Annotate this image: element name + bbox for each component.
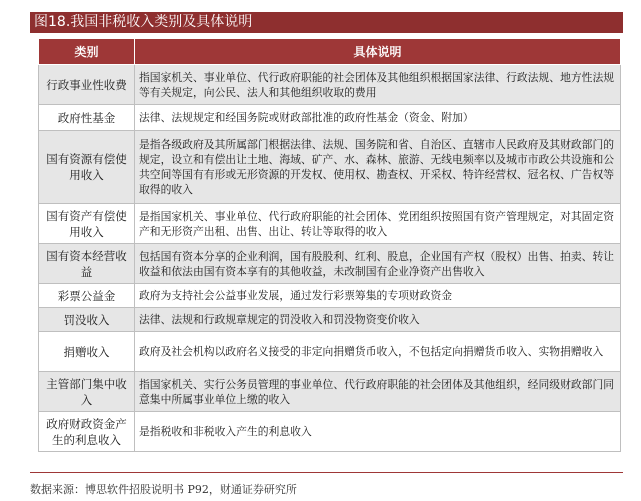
row-description: 是指各级政府及其所属部门根据法律、法规、国务院和省、自治区、直辖市人民政府及其财政部门的规定，设立和有偿出让土地、海域、矿产、水、森林、旅游、无线电频率以及城市市政公共设施和公共空间等国有有形或无形资源的开发权、使用权、勘查权、开采权、特许经营权、冠名权、广告权等取得的收入	[135, 131, 621, 204]
table-header-row	[39, 39, 621, 65]
row-category: 政府性基金	[39, 105, 135, 131]
row-category: 国有资源有偿使用收入	[39, 131, 135, 204]
row-category: 政府财政资金产生的利息收入	[39, 412, 135, 452]
table-row	[39, 372, 621, 412]
row-category: 捐赠收入	[39, 332, 135, 372]
table-row	[39, 131, 621, 204]
table-row	[39, 412, 621, 452]
row-description: 政府为支持社会公益事业发展，通过发行彩票筹集的专项财政资金	[135, 284, 621, 308]
row-category: 主管部门集中收入	[39, 372, 135, 412]
row-description: 法律、法规和行政规章规定的罚没收入和罚没物资变价收入	[135, 308, 621, 332]
row-category: 国有资本经营收益	[39, 244, 135, 284]
row-category: 国有资产有偿使用收入	[39, 204, 135, 244]
row-description: 是指税收和非税收入产生的利息收入	[135, 412, 621, 452]
row-description: 政府及社会机构以政府名义接受的非定向捐赠货币收入，不包括定向捐赠货币收入、实物捐赠收入	[135, 332, 621, 372]
header-category: 类别	[39, 39, 135, 65]
table-row	[39, 284, 621, 308]
row-description: 是指国家机关、事业单位、代行政府职能的社会团体、党团组织按照国有资产管理规定，对其固定资产和无形资产出租、出售、出让、转让等取得的收入	[135, 204, 621, 244]
table-row	[39, 244, 621, 284]
row-description: 包括国有资本分享的企业利润，国有股股利、红利、股息，企业国有产权（股权）出售、拍卖、转让收益和依法由国有资本享有的其他收益，未改制国有企业净资产出售收入	[135, 244, 621, 284]
non-tax-revenue-table	[38, 38, 621, 452]
table-row	[39, 308, 621, 332]
header-description: 具体说明	[135, 39, 621, 65]
row-category: 行政事业性收费	[39, 65, 135, 105]
row-category: 罚没收入	[39, 308, 135, 332]
row-description: 指国家机关、实行公务员管理的事业单位、代行政府职能的社会团体及其他组织，经同级财政部门同意集中所属事业单位上缴的收入	[135, 372, 621, 412]
row-category: 彩票公益金	[39, 284, 135, 308]
source-note: 数据来源：博思软件招股说明书 P92，财通证券研究所	[30, 483, 297, 496]
table-row	[39, 332, 621, 372]
row-description: 法律、法规规定和经国务院或财政部批准的政府性基金（资金、附加）	[135, 105, 621, 131]
table-row	[39, 65, 621, 105]
figure-title: 图18.我国非税收入类别及具体说明	[30, 12, 623, 33]
footer-divider	[30, 472, 623, 473]
row-description: 指国家机关、事业单位、代行政府职能的社会团体及其他组织根据国家法律、行政法规、地方性法规等有关规定，向公民、法人和其他组织收取的费用	[135, 65, 621, 105]
table-row	[39, 204, 621, 244]
table-row	[39, 105, 621, 131]
